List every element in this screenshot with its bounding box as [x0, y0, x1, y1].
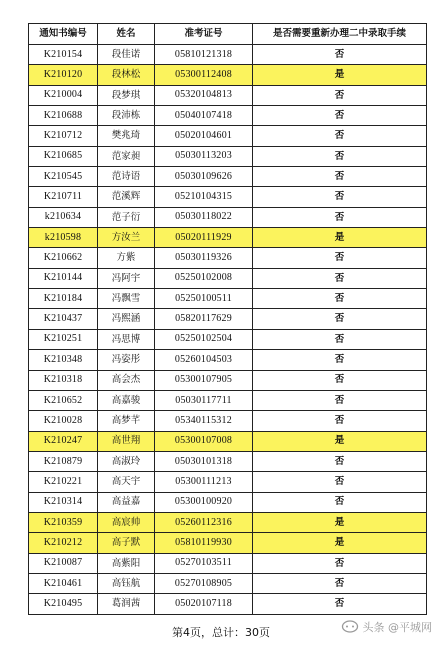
- page-indicator: 第4页，总计：30页: [172, 626, 270, 639]
- cell-exam-number: 05250102008: [155, 268, 253, 288]
- table-row: [29, 472, 427, 492]
- cell-exam-number: 05030113203: [155, 146, 253, 166]
- cell-exam-number: 05300107008: [155, 431, 253, 451]
- cell-name: 段沛栋: [98, 106, 155, 126]
- cell-notice-number: K210545: [29, 167, 98, 187]
- table-row: [29, 350, 427, 370]
- table-row: [29, 370, 427, 390]
- cell-name: 范溪辉: [98, 187, 155, 207]
- cell-exam-number: 05250100511: [155, 289, 253, 309]
- cell-notice-number: K210087: [29, 553, 98, 573]
- cell-reregister: 否: [253, 167, 427, 187]
- table-row: [29, 207, 427, 227]
- cell-name: 高益嘉: [98, 492, 155, 512]
- cell-notice-number: K210004: [29, 85, 98, 105]
- cell-notice-number: K210461: [29, 573, 98, 593]
- cell-reregister: 是: [253, 65, 427, 85]
- cell-notice-number: K210437: [29, 309, 98, 329]
- cell-reregister: 否: [253, 411, 427, 431]
- table-row: [29, 167, 427, 187]
- cell-exam-number: 05820117629: [155, 309, 253, 329]
- cell-name: 冯熙涵: [98, 309, 155, 329]
- table-row: [29, 329, 427, 349]
- cell-name: 高世翔: [98, 431, 155, 451]
- table-row: [29, 390, 427, 410]
- cell-exam-number: 05260104503: [155, 350, 253, 370]
- cell-name: 冯思博: [98, 329, 155, 349]
- cell-reregister: 否: [253, 207, 427, 227]
- header-exam-number: 准考证号: [155, 24, 253, 45]
- cell-reregister: 是: [253, 431, 427, 451]
- cell-exam-number: 05030109626: [155, 167, 253, 187]
- table-row: [29, 146, 427, 166]
- header-notice-number: 通知书编号: [29, 24, 98, 45]
- table-row: [29, 512, 427, 532]
- table-row: [29, 45, 427, 65]
- cell-reregister: 否: [253, 309, 427, 329]
- cell-notice-number: K210688: [29, 106, 98, 126]
- table-row: [29, 268, 427, 288]
- cell-reregister: 是: [253, 228, 427, 248]
- cell-notice-number: K210154: [29, 45, 98, 65]
- cell-exam-number: 05020111929: [155, 228, 253, 248]
- cell-notice-number: K210711: [29, 187, 98, 207]
- table-body: [29, 45, 427, 615]
- table-row: [29, 573, 427, 593]
- cell-notice-number: K210247: [29, 431, 98, 451]
- cell-exam-number: 05810121318: [155, 45, 253, 65]
- cell-name: 高钰航: [98, 573, 155, 593]
- cell-name: 冯姿彤: [98, 350, 155, 370]
- table-row: [29, 65, 427, 85]
- cell-name: 冯阿宇: [98, 268, 155, 288]
- cell-notice-number: K210144: [29, 268, 98, 288]
- cell-exam-number: 05270108905: [155, 573, 253, 593]
- cell-name: 高淑玲: [98, 451, 155, 471]
- cell-reregister: 否: [253, 329, 427, 349]
- table-row: [29, 106, 427, 126]
- cell-notice-number: K210120: [29, 65, 98, 85]
- cell-exam-number: 05030118022: [155, 207, 253, 227]
- cell-name: 葛润茜: [98, 594, 155, 614]
- cell-exam-number: 05020107118: [155, 594, 253, 614]
- cell-name: 方汝兰: [98, 228, 155, 248]
- table-header-row: [29, 24, 427, 45]
- cell-reregister: 否: [253, 289, 427, 309]
- cell-exam-number: 05300112408: [155, 65, 253, 85]
- cell-reregister: 否: [253, 85, 427, 105]
- cell-notice-number: K210251: [29, 329, 98, 349]
- cell-exam-number: 05340115312: [155, 411, 253, 431]
- cell-exam-number: 05020104601: [155, 126, 253, 146]
- cell-notice-number: K210348: [29, 350, 98, 370]
- cell-exam-number: 05210104315: [155, 187, 253, 207]
- cell-exam-number: 05300111213: [155, 472, 253, 492]
- cell-reregister: 否: [253, 573, 427, 593]
- cell-notice-number: K210662: [29, 248, 98, 268]
- cell-reregister: 否: [253, 146, 427, 166]
- cell-notice-number: K210318: [29, 370, 98, 390]
- cell-notice-number: K210712: [29, 126, 98, 146]
- cell-exam-number: 05040107418: [155, 106, 253, 126]
- table-row: [29, 594, 427, 614]
- cell-name: 高梦芊: [98, 411, 155, 431]
- cell-exam-number: 05030119326: [155, 248, 253, 268]
- cell-exam-number: 05030101318: [155, 451, 253, 471]
- table-row: [29, 309, 427, 329]
- cell-name: 高会杰: [98, 370, 155, 390]
- cell-reregister: 是: [253, 533, 427, 553]
- cell-name: 方紫: [98, 248, 155, 268]
- cell-notice-number: k210634: [29, 207, 98, 227]
- cell-name: 范子衍: [98, 207, 155, 227]
- cell-name: 范诗语: [98, 167, 155, 187]
- header-name: 姓名: [98, 24, 155, 45]
- cell-name: 高宸帅: [98, 512, 155, 532]
- cell-exam-number: 05810119930: [155, 533, 253, 553]
- cell-exam-number: 05260112316: [155, 512, 253, 532]
- table-row: [29, 553, 427, 573]
- cell-exam-number: 05270103511: [155, 553, 253, 573]
- watermark: [341, 619, 433, 635]
- table-row: [29, 492, 427, 512]
- cell-reregister: 否: [253, 350, 427, 370]
- watermark-text: 头条 @平城网: [362, 621, 432, 634]
- cell-exam-number: 05320104813: [155, 85, 253, 105]
- cell-reregister: 否: [253, 553, 427, 573]
- header-reregister: 是否需要重新办理二中录取手续: [253, 24, 427, 45]
- table-row: [29, 533, 427, 553]
- cell-name: 冯飘雪: [98, 289, 155, 309]
- cell-name: 段梦琪: [98, 85, 155, 105]
- cell-notice-number: K210495: [29, 594, 98, 614]
- cell-notice-number: K210221: [29, 472, 98, 492]
- cell-name: 段佳诺: [98, 45, 155, 65]
- table-row: [29, 228, 427, 248]
- cell-notice-number: K210879: [29, 451, 98, 471]
- cell-reregister: 否: [253, 187, 427, 207]
- cell-notice-number: K210359: [29, 512, 98, 532]
- table-row: [29, 289, 427, 309]
- table-row: [29, 126, 427, 146]
- admission-table: [28, 23, 427, 615]
- cell-notice-number: K210314: [29, 492, 98, 512]
- cell-name: 高子默: [98, 533, 155, 553]
- cell-reregister: 否: [253, 451, 427, 471]
- chat-bubble-icon: [341, 620, 359, 634]
- cell-reregister: 否: [253, 594, 427, 614]
- cell-reregister: 否: [253, 248, 427, 268]
- cell-name: 高天宇: [98, 472, 155, 492]
- table-row: [29, 431, 427, 451]
- cell-notice-number: k210598: [29, 228, 98, 248]
- cell-notice-number: K210184: [29, 289, 98, 309]
- cell-exam-number: 05250102504: [155, 329, 253, 349]
- cell-exam-number: 05030117711: [155, 390, 253, 410]
- table-row: [29, 248, 427, 268]
- cell-name: 范家昶: [98, 146, 155, 166]
- cell-name: 段林松: [98, 65, 155, 85]
- cell-reregister: 否: [253, 370, 427, 390]
- table-row: [29, 85, 427, 105]
- cell-notice-number: K210212: [29, 533, 98, 553]
- cell-notice-number: K210028: [29, 411, 98, 431]
- table-row: [29, 187, 427, 207]
- table-row: [29, 451, 427, 471]
- cell-reregister: 是: [253, 512, 427, 532]
- cell-reregister: 否: [253, 45, 427, 65]
- cell-reregister: 否: [253, 390, 427, 410]
- cell-reregister: 否: [253, 268, 427, 288]
- cell-exam-number: 05300107905: [155, 370, 253, 390]
- cell-notice-number: K210685: [29, 146, 98, 166]
- cell-reregister: 否: [253, 126, 427, 146]
- cell-name: 高嘉骏: [98, 390, 155, 410]
- table-row: [29, 411, 427, 431]
- cell-reregister: 否: [253, 106, 427, 126]
- cell-reregister: 否: [253, 492, 427, 512]
- cell-name: 樊兆琦: [98, 126, 155, 146]
- admission-table-sheet: [28, 23, 426, 615]
- cell-name: 高紫阳: [98, 553, 155, 573]
- cell-reregister: 否: [253, 472, 427, 492]
- cell-notice-number: K210652: [29, 390, 98, 410]
- cell-exam-number: 05300100920: [155, 492, 253, 512]
